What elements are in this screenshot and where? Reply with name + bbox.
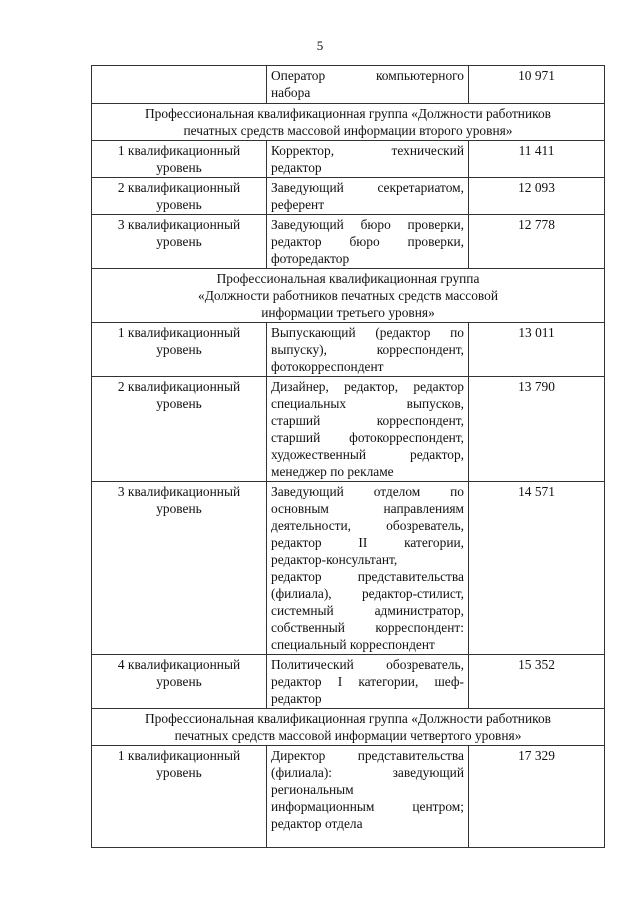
position-title-line: Корректор, технический [271, 143, 464, 158]
position-title-line: набора [271, 85, 311, 100]
qualification-level-cell [92, 66, 267, 104]
qualification-level-line: уровень [156, 765, 202, 780]
group-header-cell [92, 269, 605, 323]
position-title-line: редактор II категории, [271, 535, 464, 550]
table-row [92, 323, 605, 377]
group-header-cell [92, 709, 605, 746]
position-title-cell [267, 215, 469, 269]
qualification-level-line: 3 квалификационный [117, 217, 241, 232]
position-title-cell [267, 377, 469, 482]
group-header-line: Профессиональная квалификационная группа «Должности работников [145, 711, 551, 726]
group-header-line: Профессиональная квалификационная группа [216, 271, 480, 286]
group-header-row [92, 269, 605, 323]
salary-cell: 12 093 [469, 178, 605, 215]
group-header-line: «Должности работников печатных средств массовой [198, 288, 498, 303]
position-title-line: (филиала): заведующий [271, 765, 464, 780]
position-title-line: Оператор компьютерного [271, 68, 464, 83]
table-row [92, 377, 605, 482]
group-header-line: информации третьего уровня» [261, 305, 435, 320]
group-header-line: Профессиональная квалификационная группа «Должности работников [145, 106, 551, 121]
position-title-line: Выпускающий (редактор по [271, 325, 464, 340]
qualification-level-cell [92, 377, 267, 482]
position-title-line: информационным центром; [271, 799, 464, 814]
position-title-line: старший корреспондент, [271, 413, 464, 428]
position-title-line: художественный редактор, [271, 447, 464, 462]
qualification-level-line: 2 квалификационный [117, 180, 241, 195]
position-title-line: референт [271, 197, 325, 212]
qualification-level-line: 1 квалификационный [117, 143, 241, 158]
position-title-line: редактор отдела [271, 816, 363, 831]
table-row [92, 746, 605, 848]
qualification-level-cell [92, 323, 267, 377]
position-title-line: редактор представительства [271, 569, 464, 584]
qualification-level-cell [92, 141, 267, 178]
qualification-level-cell [92, 178, 267, 215]
position-title-line: менеджер по рекламе [271, 464, 394, 479]
position-title-line: собственный корреспондент: [271, 620, 464, 635]
salary-cell: 17 329 [469, 746, 605, 848]
salary-cell: 12 778 [469, 215, 605, 269]
position-title-line: редактор I категории, шеф- [271, 674, 464, 689]
salary-cell: 11 411 [469, 141, 605, 178]
qualification-level-line: уровень [156, 197, 202, 212]
salary-cell: 10 971 [469, 66, 605, 104]
position-title-line: Дизайнер, редактор, редактор [271, 379, 464, 394]
qualification-level-line: 1 квалификационный [117, 325, 241, 340]
table-row [92, 655, 605, 709]
position-title-line: фоторедактор [271, 251, 350, 266]
qualification-level-line: 1 квалификационный [117, 748, 241, 763]
qualification-level-line: 3 квалификационный [117, 484, 241, 499]
qualification-level-cell [92, 655, 267, 709]
position-title-line: (филиала), редактор-стилист, [271, 586, 464, 601]
qualification-level-line: уровень [156, 342, 202, 357]
table-row [92, 178, 605, 215]
position-title-cell [267, 746, 469, 848]
position-title-cell [267, 141, 469, 178]
qualification-level-line: 4 квалификационный [117, 657, 241, 672]
table-row [92, 215, 605, 269]
qualification-level-line: уровень [156, 396, 202, 411]
qualification-level-cell [92, 215, 267, 269]
position-title-cell [267, 655, 469, 709]
position-title-line: редактор [271, 160, 322, 175]
position-title-line: деятельности, обозреватель, [271, 518, 464, 533]
position-title-line: Политический обозреватель, [271, 657, 464, 672]
page-number: 5 [316, 38, 324, 53]
position-title-line: редактор-консультант, [271, 552, 398, 567]
group-header-line: печатных средств массовой информации второго уровня» [183, 123, 513, 138]
position-title-line: специальных выпусков, [271, 396, 464, 411]
table-row [92, 141, 605, 178]
group-header-row [92, 709, 605, 746]
qualification-level-line: уровень [156, 234, 202, 249]
table-row [92, 482, 605, 655]
qualification-level-cell [92, 746, 267, 848]
position-title-line: Заведующий секретариатом, [271, 180, 464, 195]
position-title-line: основным направлениям [271, 501, 464, 516]
position-title-line: специальный корреспондент [271, 637, 435, 652]
position-title-line: редактор [271, 691, 322, 706]
position-title-line: системный администратор, [271, 603, 464, 618]
position-title-line: редактор бюро проверки, [271, 234, 464, 249]
position-title-cell [267, 482, 469, 655]
salary-cell: 14 571 [469, 482, 605, 655]
salary-table [91, 65, 605, 848]
salary-cell: 13 011 [469, 323, 605, 377]
position-title-cell [267, 323, 469, 377]
qualification-level-line: уровень [156, 160, 202, 175]
qualification-level-cell [92, 482, 267, 655]
position-title-line: фотокорреспондент [271, 359, 384, 374]
group-header-row [92, 104, 605, 141]
position-title-line: Заведующий бюро проверки, [271, 217, 464, 232]
salary-cell: 13 790 [469, 377, 605, 482]
group-header-cell [92, 104, 605, 141]
position-title-line: Директор представительства [271, 748, 464, 763]
position-title-line: региональным [271, 782, 354, 797]
qualification-level-line: уровень [156, 501, 202, 516]
salary-cell: 15 352 [469, 655, 605, 709]
table-row [92, 66, 605, 104]
position-title-cell [267, 66, 469, 104]
position-title-line: выпуску), корреспондент, [271, 342, 464, 357]
position-title-line: Заведующий отделом по [271, 484, 464, 499]
position-title-line: старший фотокорреспондент, [271, 430, 464, 445]
group-header-line: печатных средств массовой информации четвертого уровня» [174, 728, 522, 743]
qualification-level-line: 2 квалификационный [117, 379, 241, 394]
qualification-level-line: уровень [156, 674, 202, 689]
position-title-cell [267, 178, 469, 215]
